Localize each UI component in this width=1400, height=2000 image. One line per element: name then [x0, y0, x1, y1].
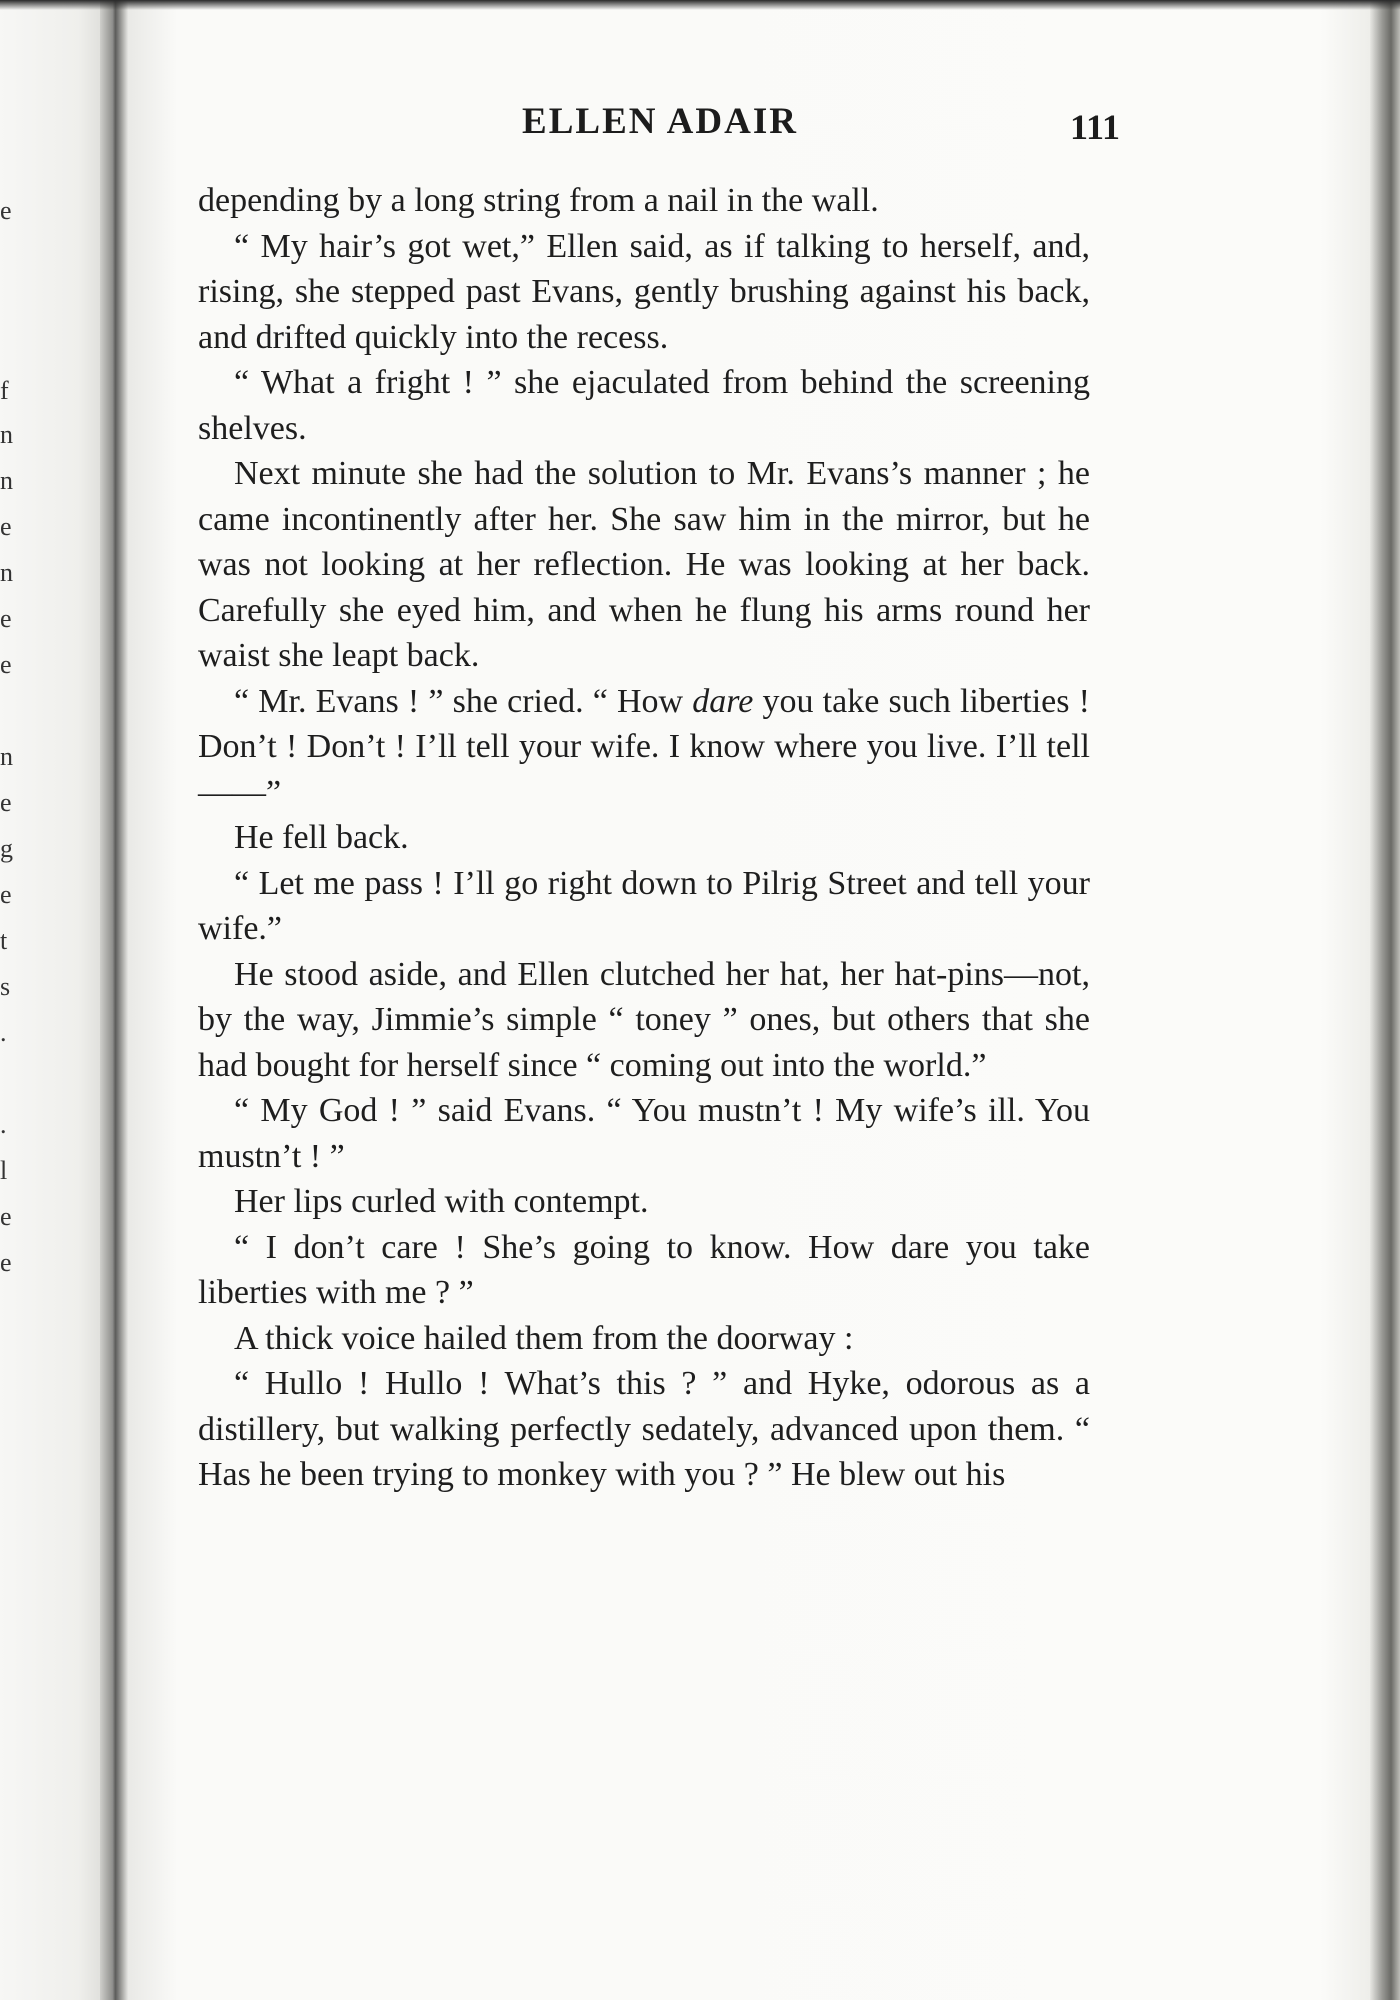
paragraph: “ Let me pass ! I’ll go right down to Pilrig Street and tell your wife.” — [198, 864, 1090, 947]
margin-letter: e — [0, 880, 12, 909]
page-header — [200, 100, 1120, 150]
body-text — [198, 178, 1090, 1498]
paragraph: “ My hair’s got wet,” Ellen said, as if talking to herself, and, rising, she stepped past Evans, gently brushing against his back, and drifted quickly into the recess. — [198, 227, 1090, 356]
margin-letter: n — [0, 558, 13, 587]
margin-letter: . — [0, 1110, 7, 1139]
margin-letter: e — [0, 196, 12, 225]
margin-letter: f — [0, 376, 9, 405]
margin-letter: . — [0, 1018, 7, 1047]
running-head: ELLEN ADAIR — [522, 101, 798, 142]
page-edge-right — [1370, 0, 1400, 2000]
margin-letter: l — [0, 1156, 8, 1185]
paragraph: Next minute she had the solution to Mr. Evans’s manner ; he came incontinently after her. She saw him in the mirror, but he was not looking at her reflection. He was looking at her back. Carefully she eyed him, and when he flung his arms round her waist she leapt back. — [198, 455, 1090, 674]
margin-letter: n — [0, 420, 13, 449]
margin-letter: t — [0, 926, 8, 955]
facing-page-letters — [0, 0, 20, 2000]
paragraph-text: “ Mr. Evans ! ” she cried. “ How — [234, 682, 693, 720]
margin-letter: e — [0, 1248, 12, 1277]
paragraph: “ I don’t care ! She’s going to know. How dare you take liberties with me ? ” — [198, 1228, 1090, 1311]
paragraph: “ Hullo ! Hullo ! What’s this ? ” and Hyke, odorous as a distillery, but walking perfectly sedately, advanced upon them. “ Has he been trying to monkey with you ? ” He blew out his — [198, 1365, 1090, 1493]
margin-letter: s — [0, 972, 11, 1001]
scan-top-shadow — [0, 0, 1400, 10]
margin-letter: n — [0, 742, 13, 771]
paragraph: He stood aside, and Ellen clutched her hat, her hat-pins—not, by the way, Jimmie’s simple “ toney ” ones, but others that she had bought for herself since “ coming out into the world.” — [198, 955, 1090, 1084]
margin-letter: e — [0, 1202, 12, 1231]
margin-letter: e — [0, 788, 12, 817]
paragraph: depending by a long string from a nail in the wall. — [198, 182, 879, 219]
margin-letter: n — [0, 466, 13, 495]
paragraph: He fell back. — [234, 819, 409, 856]
margin-letter: e — [0, 650, 12, 679]
book-page — [128, 0, 1370, 2000]
paragraph — [198, 679, 1090, 816]
margin-letter: g — [0, 834, 13, 863]
paragraph: Her lips curled with contempt. — [234, 1183, 649, 1220]
paragraph: “ What a fright ! ” she ejaculated from behind the screening shelves. — [198, 364, 1090, 447]
page-number: 111 — [1069, 107, 1120, 147]
book-gutter — [100, 0, 128, 2000]
paragraph: “ My God ! ” said Evans. “ You mustn’t ! My wife’s ill. You mustn’t ! ” — [198, 1092, 1090, 1175]
paragraph: A thick voice hailed them from the doorway : — [234, 1319, 854, 1357]
emphasis-text: dare — [692, 682, 754, 720]
margin-letter: e — [0, 604, 12, 633]
margin-letter: e — [0, 512, 12, 541]
paragraph-text: you take such liberties ! Don’t ! Don’t ! I’ll tell your wife. I know where you live. I’ll tell——” — [198, 682, 1090, 811]
